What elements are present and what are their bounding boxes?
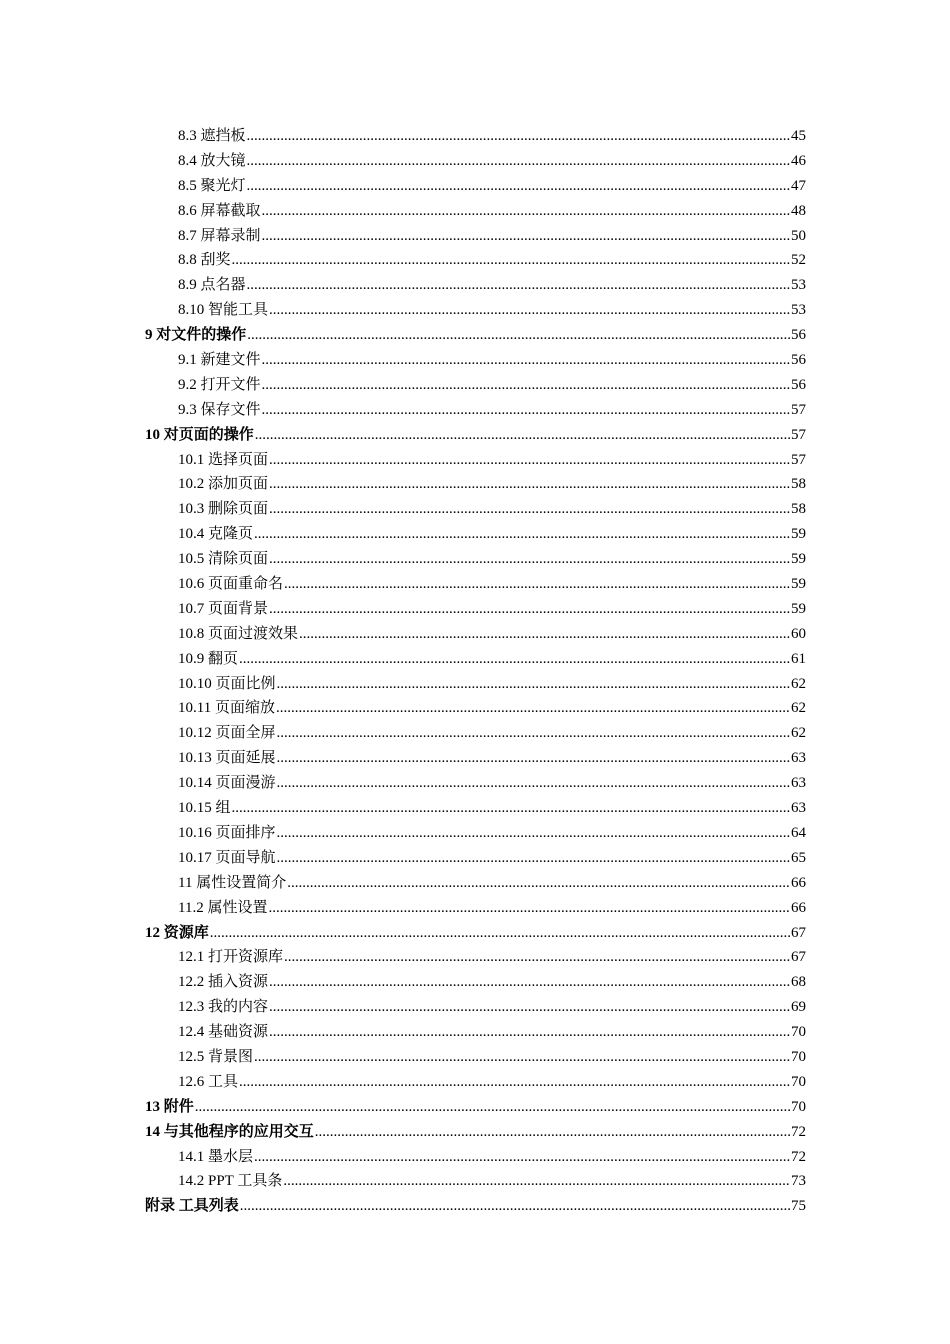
toc-section-entry[interactable]	[145, 1169, 806, 1194]
toc-entry-page-number: 65	[791, 849, 806, 866]
toc-entry-page-number: 53	[791, 302, 806, 319]
toc-entry-page-number: 59	[791, 526, 806, 543]
toc-section-entry[interactable]	[145, 224, 806, 249]
toc-entry-title: 9.2 打开文件	[178, 376, 261, 393]
toc-entry-title: 12.5 背景图	[178, 1048, 254, 1065]
toc-dot-leader	[276, 696, 790, 721]
toc-entry-title: 14.1 墨水层	[178, 1148, 254, 1165]
toc-entry-title: 8.3 遮挡板	[178, 128, 246, 144]
toc-dot-leader	[262, 348, 790, 373]
toc-dot-leader	[269, 547, 790, 572]
toc-dot-leader	[269, 472, 790, 497]
toc-section-entry[interactable]	[145, 348, 806, 373]
toc-entry-title: 9.1 新建文件	[178, 352, 261, 369]
toc-entry-page-number: 59	[791, 576, 806, 593]
toc-entry-page-number: 60	[791, 625, 806, 642]
toc-section-entry[interactable]	[145, 448, 806, 473]
toc-section-entry[interactable]	[145, 248, 806, 273]
toc-entry-page-number: 70	[791, 1073, 806, 1090]
toc-entry-title: 附录 工具列表	[145, 1198, 239, 1215]
toc-dot-leader	[269, 448, 790, 473]
toc-chapter-entry[interactable]	[145, 423, 806, 448]
toc-entry-title: 10 对页面的操作	[145, 426, 254, 443]
table-of-contents	[145, 124, 806, 1219]
toc-entry-title: 8.7 屏幕录制	[178, 227, 261, 244]
toc-entry-title: 10.9 翻页	[178, 650, 239, 667]
toc-entry-page-number: 72	[791, 1123, 806, 1140]
toc-entry-page-number: 66	[791, 874, 806, 891]
toc-dot-leader	[277, 821, 790, 846]
toc-chapter-entry[interactable]	[145, 323, 806, 348]
toc-entry-page-number: 64	[791, 824, 806, 841]
toc-section-entry[interactable]	[145, 672, 806, 697]
toc-dot-leader	[247, 273, 790, 298]
toc-entry-page-number: 46	[791, 152, 806, 169]
toc-dot-leader	[277, 771, 790, 796]
toc-entry-title: 10.16 页面排序	[178, 824, 276, 841]
toc-dot-leader	[262, 224, 790, 249]
toc-entry-title: 8.6 屏幕截取	[178, 202, 261, 219]
toc-entry-title: 12.2 插入资源	[178, 974, 269, 991]
toc-entry-title: 10.14 页面漫游	[178, 775, 276, 792]
toc-entry-title: 10.11 页面缩放	[178, 700, 275, 717]
toc-section-entry[interactable]	[145, 1070, 806, 1095]
toc-entry-page-number: 66	[791, 899, 806, 916]
toc-section-entry[interactable]	[145, 149, 806, 174]
toc-dot-leader	[269, 995, 790, 1020]
toc-entry-page-number: 70	[791, 1048, 806, 1065]
toc-dot-leader	[277, 846, 790, 871]
toc-dot-leader	[268, 896, 790, 921]
toc-section-entry[interactable]	[145, 696, 806, 721]
toc-entry-title: 10.8 页面过渡效果	[178, 625, 299, 642]
toc-entry-title: 10.15 组	[178, 800, 231, 817]
toc-section-entry[interactable]	[145, 995, 806, 1020]
toc-section-entry[interactable]	[145, 771, 806, 796]
toc-entry-page-number: 73	[791, 1173, 806, 1190]
toc-entry-title: 10.10 页面比例	[178, 675, 276, 692]
toc-dot-leader	[247, 323, 790, 348]
toc-section-entry[interactable]	[145, 373, 806, 398]
toc-dot-leader	[255, 423, 790, 448]
toc-section-entry[interactable]	[145, 298, 806, 323]
toc-entry-page-number: 45	[791, 128, 806, 144]
toc-dot-leader	[269, 970, 790, 995]
toc-entry-title: 9 对文件的操作	[145, 327, 247, 344]
toc-entry-title: 12.4 基础资源	[178, 1024, 269, 1041]
toc-entry-page-number: 68	[791, 974, 806, 991]
toc-dot-leader	[254, 522, 790, 547]
toc-entry-page-number: 48	[791, 202, 806, 219]
toc-entry-title: 9.3 保存文件	[178, 401, 261, 418]
toc-entry-page-number: 58	[791, 476, 806, 493]
toc-entry-page-number: 72	[791, 1148, 806, 1165]
toc-entry-page-number: 62	[791, 700, 806, 717]
toc-entry-page-number: 67	[791, 949, 806, 966]
toc-chapter-entry[interactable]	[145, 1194, 806, 1219]
toc-section-entry[interactable]	[145, 970, 806, 995]
toc-entry-title: 8.5 聚光灯	[178, 177, 246, 194]
toc-section-entry[interactable]	[145, 896, 806, 921]
toc-entry-title: 11 属性设置简介	[178, 874, 287, 891]
toc-section-entry[interactable]	[145, 1045, 806, 1070]
toc-section-entry[interactable]	[145, 398, 806, 423]
toc-entry-page-number: 63	[791, 775, 806, 792]
toc-entry-title: 10.5 清除页面	[178, 551, 269, 568]
toc-dot-leader	[277, 721, 790, 746]
toc-entry-page-number: 57	[791, 401, 806, 418]
toc-section-entry[interactable]	[145, 647, 806, 672]
toc-dot-leader	[269, 497, 790, 522]
toc-entry-page-number: 57	[791, 451, 806, 468]
toc-entry-page-number: 50	[791, 227, 806, 244]
toc-dot-leader	[232, 248, 790, 273]
toc-chapter-entry[interactable]	[145, 1120, 806, 1145]
toc-entry-title: 8.9 点名器	[178, 277, 246, 294]
toc-entry-page-number: 52	[791, 252, 806, 269]
toc-entry-page-number: 53	[791, 277, 806, 294]
toc-dot-leader	[247, 174, 790, 199]
toc-section-entry[interactable]	[145, 273, 806, 298]
toc-entry-page-number: 56	[791, 327, 806, 344]
toc-dot-leader	[262, 398, 790, 423]
toc-entry-title: 12.6 工具	[178, 1073, 239, 1090]
toc-section-entry[interactable]	[145, 1145, 806, 1170]
toc-entry-title: 14.2 PPT 工具条	[178, 1173, 283, 1190]
toc-section-entry[interactable]	[145, 846, 806, 871]
toc-entry-page-number: 67	[791, 924, 806, 941]
toc-dot-leader	[210, 921, 790, 946]
toc-dot-leader	[269, 1020, 790, 1045]
toc-section-entry[interactable]	[145, 597, 806, 622]
toc-entry-page-number: 56	[791, 376, 806, 393]
toc-dot-leader	[254, 1045, 790, 1070]
toc-entry-title: 8.4 放大镜	[178, 152, 246, 169]
toc-entry-page-number: 69	[791, 999, 806, 1016]
toc-dot-leader	[232, 796, 790, 821]
toc-entry-title: 10.13 页面延展	[178, 750, 276, 767]
toc-entry-page-number: 59	[791, 600, 806, 617]
toc-chapter-entry[interactable]	[145, 921, 806, 946]
toc-entry-title: 12 资源库	[145, 924, 209, 941]
toc-entry-page-number: 62	[791, 675, 806, 692]
toc-section-entry[interactable]	[145, 522, 806, 547]
toc-section-entry[interactable]	[145, 945, 806, 970]
toc-entry-title: 12.3 我的内容	[178, 999, 269, 1016]
toc-dot-leader	[315, 1120, 790, 1145]
toc-section-entry[interactable]	[145, 199, 806, 224]
toc-dot-leader	[240, 1194, 790, 1219]
toc-dot-leader	[284, 945, 790, 970]
toc-section-entry[interactable]	[145, 622, 806, 647]
toc-entry-page-number: 62	[791, 725, 806, 742]
toc-entry-title: 10.12 页面全屏	[178, 725, 276, 742]
toc-section-entry[interactable]	[145, 746, 806, 771]
toc-entry-page-number: 61	[791, 650, 806, 667]
toc-section-entry[interactable]	[145, 572, 806, 597]
toc-chapter-entry[interactable]	[145, 1095, 806, 1120]
toc-dot-leader	[287, 871, 790, 896]
toc-entry-title: 8.10 智能工具	[178, 302, 269, 319]
toc-entry-page-number: 63	[791, 800, 806, 817]
toc-entry-page-number: 47	[791, 177, 806, 194]
toc-dot-leader	[247, 124, 790, 149]
toc-entry-page-number: 56	[791, 352, 806, 369]
toc-entry-title: 11.2 属性设置	[178, 899, 268, 916]
toc-section-entry[interactable]	[145, 547, 806, 572]
toc-dot-leader	[277, 746, 790, 771]
toc-dot-leader	[239, 1070, 790, 1095]
toc-section-entry[interactable]	[145, 871, 806, 896]
toc-entry-page-number: 58	[791, 501, 806, 518]
toc-section-entry[interactable]	[145, 821, 806, 846]
toc-entry-page-number: 57	[791, 426, 806, 443]
toc-entry-title: 13 附件	[145, 1098, 194, 1115]
toc-entry-title: 10.2 添加页面	[178, 476, 269, 493]
toc-dot-leader	[277, 672, 790, 697]
toc-dot-leader	[195, 1095, 790, 1120]
toc-entry-title: 10.17 页面导航	[178, 849, 276, 866]
toc-entry-title: 10.3 删除页面	[178, 501, 269, 518]
toc-section-entry[interactable]	[145, 721, 806, 746]
toc-dot-leader	[269, 597, 790, 622]
toc-entry-page-number: 63	[791, 750, 806, 767]
toc-entry-title: 10.6 页面重命名	[178, 576, 284, 593]
toc-entry-title: 10.4 克隆页	[178, 526, 254, 543]
toc-dot-leader	[239, 647, 790, 672]
toc-entry-title: 12.1 打开资源库	[178, 949, 284, 966]
toc-section-entry[interactable]	[145, 497, 806, 522]
toc-section-entry[interactable]	[145, 796, 806, 821]
toc-entry-page-number: 70	[791, 1098, 806, 1115]
toc-section-entry[interactable]	[145, 1020, 806, 1045]
toc-entry-title: 10.7 页面背景	[178, 600, 269, 617]
toc-dot-leader	[284, 572, 790, 597]
toc-entry-title: 8.8 刮奖	[178, 252, 231, 269]
toc-dot-leader	[262, 199, 790, 224]
toc-dot-leader	[283, 1169, 790, 1194]
toc-dot-leader	[254, 1145, 790, 1170]
toc-dot-leader	[299, 622, 790, 647]
toc-entry-title: 10.1 选择页面	[178, 451, 269, 468]
toc-dot-leader	[269, 298, 790, 323]
toc-section-entry[interactable]	[145, 472, 806, 497]
toc-entry-page-number: 59	[791, 551, 806, 568]
toc-entry-page-number: 70	[791, 1024, 806, 1041]
toc-section-entry[interactable]	[145, 124, 806, 149]
toc-entry-title: 14 与其他程序的应用交互	[145, 1123, 314, 1140]
toc-dot-leader	[262, 373, 790, 398]
toc-dot-leader	[247, 149, 790, 174]
toc-entry-page-number: 75	[791, 1198, 806, 1215]
toc-section-entry[interactable]	[145, 174, 806, 199]
